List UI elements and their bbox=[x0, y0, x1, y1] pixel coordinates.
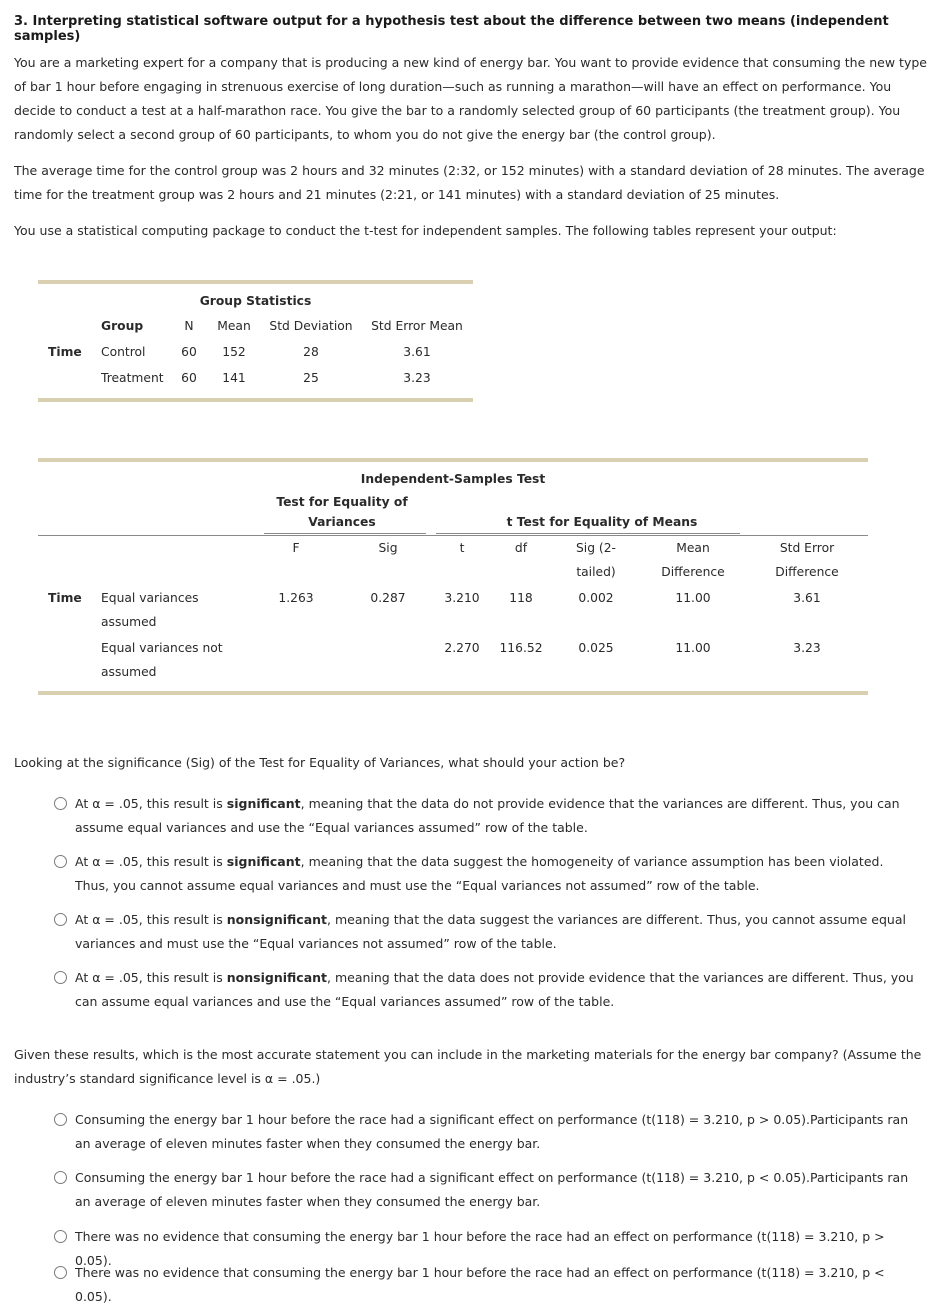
col-header-sig2-line-2: tailed) bbox=[576, 565, 616, 579]
radio-button[interactable] bbox=[54, 1266, 67, 1279]
levene-header-underline bbox=[264, 533, 426, 534]
table-row-treatment-sd: 25 bbox=[303, 371, 319, 385]
q1-option-4[interactable] bbox=[54, 966, 916, 1014]
table-row-not-assumed-t: 2.270 bbox=[444, 641, 480, 655]
table-row-not-assumed-se-diff: 3.23 bbox=[793, 641, 821, 655]
table-row-equal-assumed-mean-diff: 11.00 bbox=[675, 591, 711, 605]
table-row-not-assumed-df: 116.52 bbox=[499, 641, 543, 655]
row-label-time: Time bbox=[48, 591, 82, 605]
q1-option-1[interactable] bbox=[54, 792, 916, 840]
ind-test-title: Independent-Samples Test bbox=[360, 472, 546, 486]
col-header-sig2-line-1: Sig (2- bbox=[576, 541, 616, 555]
table-row-control-sd: 28 bbox=[303, 345, 319, 359]
table-row-not-assumed-label-1: Equal variances not bbox=[101, 641, 223, 655]
col-header-std-dev: Std Deviation bbox=[269, 319, 353, 333]
table-row-equal-assumed-f: 1.263 bbox=[278, 591, 314, 605]
col-header-se-diff-line-2: Difference bbox=[775, 565, 839, 579]
question-1-prompt: Looking at the significance (Sig) of the Test for Equality of Variances, what should your action be? bbox=[14, 755, 626, 770]
table-row-treatment-n: 60 bbox=[181, 371, 197, 385]
table-row-not-assumed-mean-diff: 11.00 bbox=[675, 641, 711, 655]
col-header-group: Group bbox=[101, 319, 144, 333]
radio-button[interactable] bbox=[54, 797, 67, 810]
table-row-not-assumed-label-2: assumed bbox=[101, 665, 157, 679]
radio-button[interactable] bbox=[54, 913, 67, 926]
q1-option-3[interactable] bbox=[54, 908, 916, 956]
table-row-equal-assumed-se-diff: 3.61 bbox=[793, 591, 821, 605]
table-row-equal-assumed-sig: 0.287 bbox=[370, 591, 406, 605]
ttest-header: t Test for Equality of Means bbox=[506, 515, 698, 529]
question-2-prompt: Given these results, which is the most accurate statement you can include in the marketing materials for the energy bar company? (Assume the industry’s standard significance level is α = .05.) bbox=[14, 1047, 922, 1086]
table-rule-bottom bbox=[38, 691, 868, 695]
table-row-control-mean: 152 bbox=[222, 345, 246, 359]
table-rule-top bbox=[38, 458, 868, 462]
q2-option-4-text: There was no evidence that consuming the energy bar 1 hour before the race had an effect on performance (t(118) = 3.210, p < 0.05). bbox=[75, 1265, 885, 1304]
row-label-time: Time bbox=[48, 345, 82, 359]
radio-button[interactable] bbox=[54, 1230, 67, 1243]
table-row-control-group: Control bbox=[101, 345, 146, 359]
table-row-equal-assumed-df: 118 bbox=[509, 591, 533, 605]
col-header-df: df bbox=[514, 541, 528, 555]
col-header-mean-diff-line-2: Difference bbox=[661, 565, 725, 579]
q2-option-2[interactable] bbox=[54, 1166, 916, 1214]
table-row-treatment-se: 3.23 bbox=[403, 371, 431, 385]
table-row-equal-assumed-t: 3.210 bbox=[444, 591, 480, 605]
table-row-equal-assumed-label-1: Equal variances bbox=[101, 591, 199, 605]
table-row-equal-assumed-sig2: 0.002 bbox=[578, 591, 614, 605]
ttest-header-underline bbox=[436, 533, 740, 534]
col-header-t: t bbox=[459, 541, 465, 555]
q2-option-1[interactable] bbox=[54, 1108, 916, 1156]
col-header-mean: Mean bbox=[217, 319, 251, 333]
radio-button[interactable] bbox=[54, 1171, 67, 1184]
q2-option-2-text: Consuming the energy bar 1 hour before the race had a significant effect on performance (t(118) = 3.210, p < 0.05).Participants ran an average of eleven minutes faster when they consumed the energy bar. bbox=[75, 1170, 909, 1209]
intro-paragraph-1: You are a marketing expert for a company that is producing a new kind of energy bar. You want to provide evidence that consuming the new type of bar 1 hour before engaging in strenuous exercise of long duration—such as running a marathon—will have an effect on performance. You decide to conduct a test at a half-marathon race. You give the bar to a randomly selected group of 60 participants (the treatment group). You randomly select a second group of 60 participants, to whom you do not give the energy bar (the control group). bbox=[14, 55, 927, 142]
levene-header-line-1: Test for Equality of bbox=[276, 495, 408, 509]
q1-option-3-text: At α = .05, this result is nonsignificant, meaning that the data suggest the variances are different. Thus, you cannot assume equal variances and must use the “Equal variances not assumed” row of the table. bbox=[75, 912, 906, 951]
col-header-n: N bbox=[184, 319, 194, 333]
radio-button[interactable] bbox=[54, 1113, 67, 1126]
col-header-se-diff-line-1: Std Error bbox=[779, 541, 835, 555]
question-title: 3. Interpreting statistical software output for a hypothesis test about the difference between two means (independent samples) bbox=[14, 14, 889, 44]
q2-option-3-text: There was no evidence that consuming the energy bar 1 hour before the race had an effect on performance (t(118) = 3.210, p > 0.05). bbox=[75, 1229, 885, 1268]
q1-option-1-text: At α = .05, this result is significant, meaning that the data do not provide evidence that the variances are different. Thus, you can assume equal variances and use the “Equal variances assumed” row of the table. bbox=[75, 796, 900, 835]
col-header-f: F bbox=[292, 541, 300, 555]
q1-option-2-text: At α = .05, this result is significant, meaning that the data suggest the homogeneity of variance assumption has been violated. Thus, you cannot assume equal variances and must use the “Equal variances not assumed” row of the table. bbox=[75, 854, 884, 893]
table-row-treatment-mean: 141 bbox=[222, 371, 246, 385]
q1-option-4-text: At α = .05, this result is nonsignificant, meaning that the data does not provide evidence that the variances are different. Thus, you can assume equal variances and use the “Equal variances assumed” row of the table. bbox=[75, 970, 914, 1009]
q2-option-1-text: Consuming the energy bar 1 hour before the race had a significant effect on performance (t(118) = 3.210, p > 0.05).Participants ran an average of eleven minutes faster when they consumed the energy bar. bbox=[75, 1112, 909, 1151]
levene-header-line-2: Variances bbox=[308, 515, 376, 529]
table-row-control-n: 60 bbox=[181, 345, 197, 359]
intro-paragraph-3: You use a statistical computing package to conduct the t-test for independent samples. The following tables represent your output: bbox=[14, 223, 837, 238]
table-row-treatment-group: Treatment bbox=[101, 371, 164, 385]
radio-button[interactable] bbox=[54, 971, 67, 984]
col-header-sig: Sig bbox=[378, 541, 398, 555]
radio-button[interactable] bbox=[54, 855, 67, 868]
table-row-not-assumed-sig2: 0.025 bbox=[578, 641, 614, 655]
col-header-mean-diff-line-1: Mean bbox=[676, 541, 710, 555]
q2-option-4[interactable] bbox=[54, 1261, 916, 1309]
intro-paragraph-2: The average time for the control group was 2 hours and 32 minutes (2:32, or 152 minutes) with a standard deviation of 28 minutes. The average time for the treatment group was 2 hours and 21 minutes (2:21, or 141 minutes) with a standard deviation of 25 minutes. bbox=[14, 163, 925, 202]
table-row-equal-assumed-label-2: assumed bbox=[101, 615, 157, 629]
q1-option-2[interactable] bbox=[54, 850, 916, 898]
group-stats-title: Group Statistics bbox=[199, 294, 312, 308]
col-header-std-error-mean: Std Error Mean bbox=[371, 319, 463, 333]
table-row-control-se: 3.61 bbox=[403, 345, 431, 359]
